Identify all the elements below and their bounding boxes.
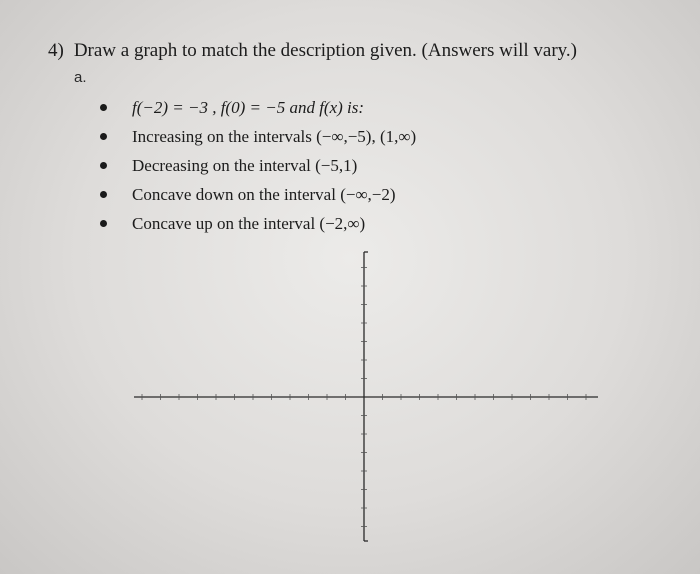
- part-label: a.: [74, 69, 87, 86]
- condition-text: Increasing on the intervals (−∞,−5), (1,∞): [132, 127, 417, 146]
- condition-text: Concave down on the interval (−∞,−2): [132, 185, 396, 204]
- condition-text: Concave up on the interval (−2,∞): [132, 214, 366, 233]
- condition-text: f(−2) = −3 , f(0) = −5 and f(x) is:: [132, 98, 365, 117]
- condition-text: Decreasing on the interval (−5,1): [132, 156, 358, 175]
- problem-instruction: Draw a graph to match the description given. (Answers will vary.): [73, 40, 578, 61]
- problem-number: 4): [48, 40, 64, 61]
